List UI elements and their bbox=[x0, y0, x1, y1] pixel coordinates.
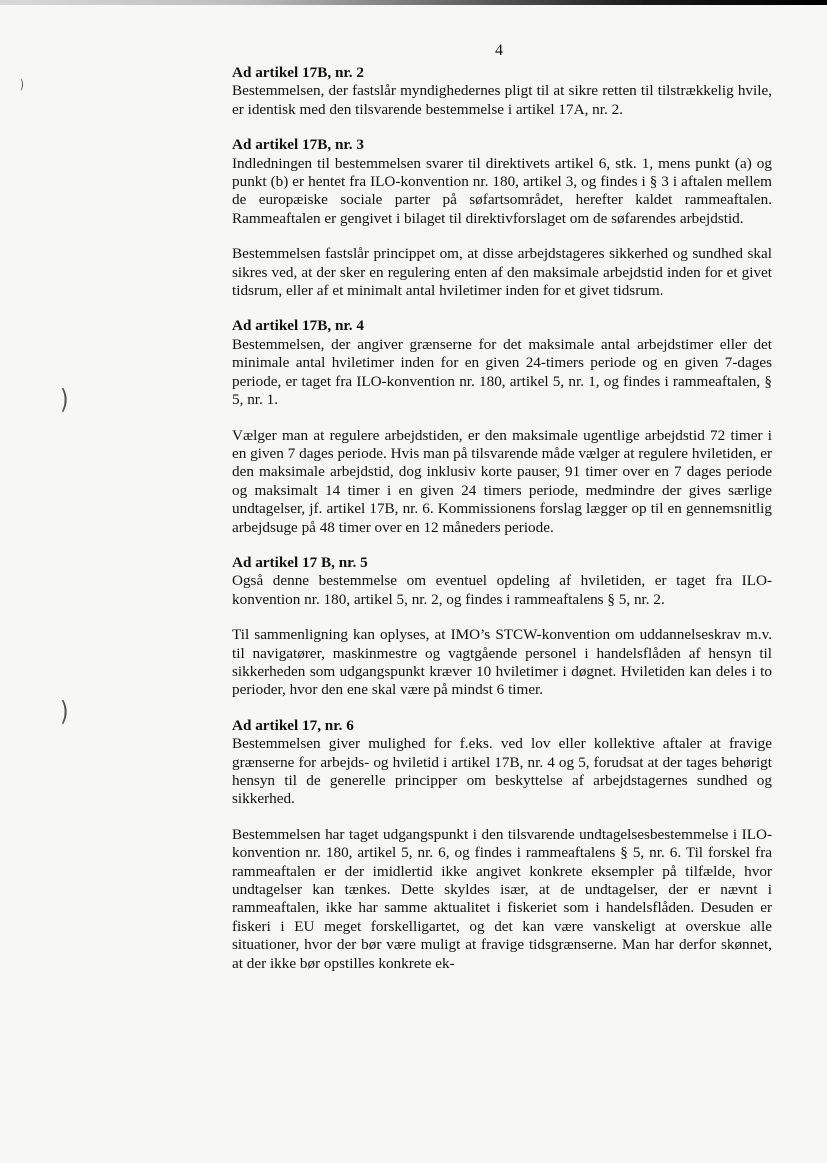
paragraph: Bestemmelsen giver mulighed for f.eks. ved lov eller kollektive aftaler at fravige grænserne for arbejds- og hviletid i artikel 17B, nr. 4 og 5, forudsat at der tages behørigt hensyn til de generelle principper om beskyttelse af arbejdstagernes sundhed og sikkerhed. bbox=[232, 735, 772, 808]
section-heading: Ad artikel 17 B, nr. 5 bbox=[232, 553, 368, 571]
section-17b-nr2 bbox=[232, 64, 772, 119]
section-17b-nr4 bbox=[232, 317, 772, 409]
margin-mark: ) bbox=[60, 385, 69, 416]
paragraph: Bestemmelsen fastslår princippet om, at disse arbejdstageres sikkerhed og sundhed skal sikres ved, at der sker en regulering enten af den maksimale arbejdstid inden for et givet tidsrum, eller af et minimalt antal hviletimer inden for et givet tidsrum. bbox=[232, 245, 772, 300]
paragraph: Bestemmelsen har taget udgangspunkt i den tilsvarende undtagelsesbestemmelse i ILO-konvention nr. 180, artikel 5, nr. 6, og findes i rammeaftalens § 5, nr. 6. Til forskel fra rammeaftalen er der imidlertid ikke angivet konkrete eksempler på tilfælde, hvor undtagelser kan tænkes. Dette skyldes især, at de undtagelser, der er nævnt i rammeaftalen, ikke har samme aktualitet i fiskeriet som i handelsflåden. Desuden er fiskeri i EU meget forskelligartet, og det kan være vanskeligt at overskue alle situationer, hvor der bør være muligt at fravige tidsgrænserne. Man har derfor skønnet, at der ikke bør opstilles konkrete ek- bbox=[232, 825, 772, 972]
section-heading: Ad artikel 17, nr. 6 bbox=[232, 716, 354, 734]
section-17b-nr3 bbox=[232, 136, 772, 228]
section-heading: Ad artikel 17B, nr. 2 bbox=[232, 64, 364, 81]
page-number: 4 bbox=[495, 42, 503, 59]
paragraph: Til sammenligning kan oplyses, at IMO’s STCW-konvention om uddannelseskrav m.v. til navigatører, maskinmestre og vagtgående personel i handelsflåden af hensyn til sikkerheden som udgangspunkt kræver 10 hviletimer i døgnet. Hviletiden kan deles i to perioder, hvor den ene skal være på mindst 6 timer. bbox=[232, 626, 772, 699]
paragraph: Vælger man at regulere arbejdstiden, er den maksimale ugentlige arbejdstid 72 timer i en given 7 dages periode. Hvis man på tilsvarende måde vælger at regulere hviletiden, er den maksimale arbejdstid, dog inklusiv korte pauser, 91 timer over en 7 dages periode og maksimalt 14 timer i en given 24 timers periode, medmindre der gives særlige undtagelser, jf. artikel 17B, nr. 6. Kommissionens forslag lægger op til en gennemsnitlig arbejdsuge på 48 timer over en 12 måneders periode. bbox=[232, 426, 772, 536]
margin-mark: ) bbox=[20, 78, 24, 93]
paragraph: Indledningen til bestemmelsen svarer til direktivets artikel 6, stk. 1, mens punkt (a) og punkt (b) er hentet fra ILO-konvention nr. 180, artikel 3, og findes i § 3 i aftalen mellem de europæiske sociale parter på søfartsområdet, herefter kaldet rammeaftalen. Rammeaftalen er gengivet i bilaget til direktivforslaget om de søfarendes arbejdstid. bbox=[232, 154, 772, 227]
section-heading: Ad artikel 17B, nr. 4 bbox=[232, 317, 364, 335]
section-17b-nr5 bbox=[232, 554, 772, 609]
scan-edge bbox=[0, 0, 827, 5]
paragraph: Også denne bestemmelse om eventuel opdeling af hviletiden, er taget fra ILO-konvention nr. 180, artikel 5, nr. 2, og findes i rammeaftalens § 5, nr. 2. bbox=[232, 572, 772, 608]
margin-mark: ) bbox=[60, 697, 69, 728]
paragraph: Bestemmelsen, der angiver grænserne for det maksimale antal arbejdstimer eller det minimale antal hviletimer inden for en given 24-timers periode og en given 7-dages periode, er taget fra ILO-konvention nr. 180, artikel 5, nr. 1, og findes i rammeaftalen, § 5, nr. 1. bbox=[232, 335, 772, 409]
paragraph: Bestemmelsen, der fastslår myndighedernes pligt til at sikre retten til tilstrækkelig hvile, er identisk med den tilsvarende bestemmelse i artikel 17A, nr. 2. bbox=[232, 82, 772, 118]
document-body bbox=[232, 64, 772, 990]
section-heading: Ad artikel 17B, nr. 3 bbox=[232, 136, 364, 154]
section-17-nr6 bbox=[232, 717, 772, 809]
